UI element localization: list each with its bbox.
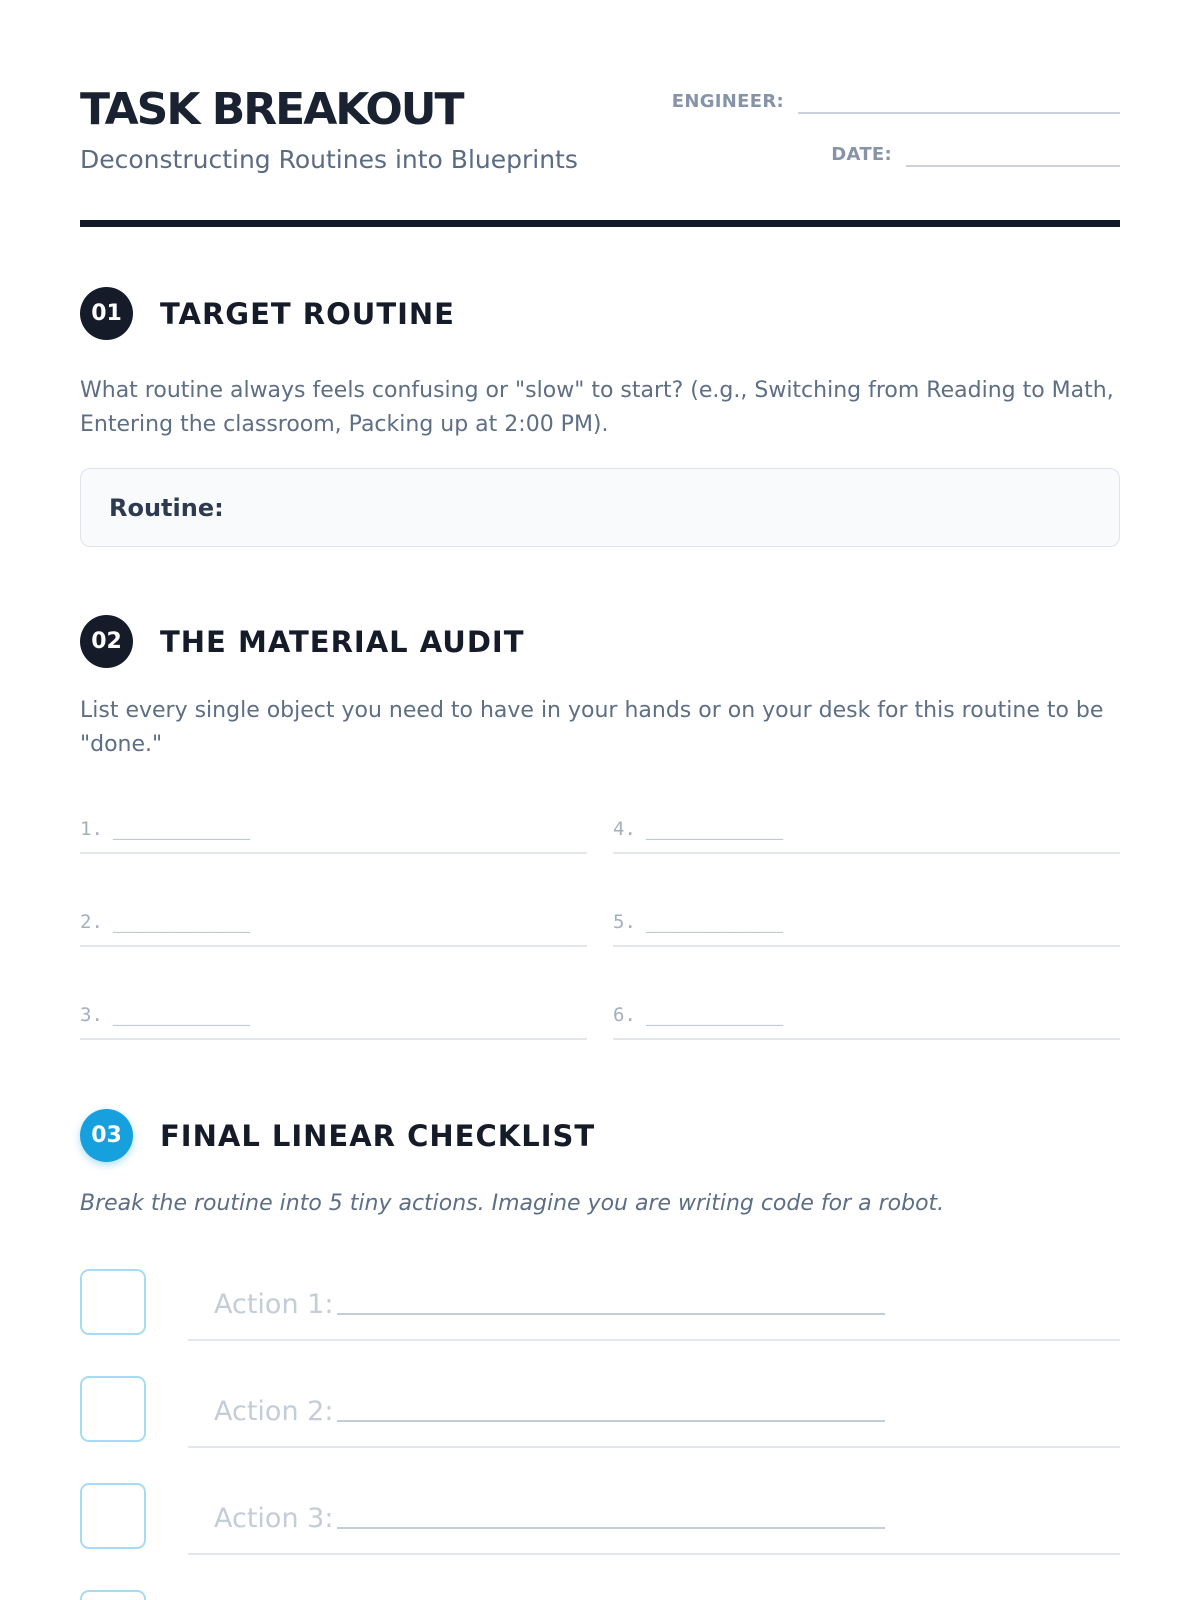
material-item-number: 2. (80, 911, 103, 933)
checkbox[interactable] (80, 1269, 146, 1335)
engineer-field[interactable] (798, 86, 1120, 114)
checklist-row (80, 1590, 1120, 1600)
section-description: What routine always feels confusing or "slow" to start? (e.g., Switching from Reading to Math, Entering the classroom, Packing up at 2:00 PM). (80, 378, 1114, 437)
material-item-blank: ____________ (112, 818, 251, 840)
action-label: Action 1: (214, 1288, 334, 1320)
checkbox[interactable] (80, 1483, 146, 1549)
section-title: FINAL LINEAR CHECKLIST (160, 1118, 596, 1153)
page-title: TASK BREAKOUT (80, 84, 463, 135)
material-item-number: 5. (613, 911, 636, 933)
checklist-row (80, 1269, 1120, 1377)
material-item-blank: ____________ (112, 1004, 251, 1026)
action-blank-line (337, 1400, 885, 1422)
material-item-blank: ____________ (645, 911, 784, 933)
action-label: Action 2: (214, 1395, 334, 1427)
date-label: DATE: (831, 144, 892, 165)
material-item[interactable] (80, 992, 587, 1040)
material-item-number: 1. (80, 818, 103, 840)
action-blank-line (337, 1507, 885, 1529)
material-item[interactable] (613, 992, 1120, 1040)
material-item[interactable] (80, 899, 587, 947)
material-item[interactable] (613, 899, 1120, 947)
action-blank-line (337, 1293, 885, 1315)
material-item-blank: ____________ (645, 1004, 784, 1026)
header-divider (80, 220, 1120, 227)
section-title: THE MATERIAL AUDIT (160, 624, 525, 659)
action-field[interactable] (188, 1269, 1120, 1341)
section-02-header (80, 615, 525, 668)
page-subtitle: Deconstructing Routines into Blueprints (80, 145, 578, 174)
routine-field[interactable] (80, 468, 1120, 547)
routine-label: Routine: (109, 493, 224, 522)
section-number-badge: 01 (80, 287, 133, 340)
section-description: Break the routine into 5 tiny actions. Imagine you are writing code for a robot. (80, 1191, 945, 1216)
worksheet-page (80, 0, 1120, 1600)
section-03-header (80, 1109, 595, 1162)
action-field[interactable] (188, 1376, 1120, 1448)
section-number-badge: 03 (80, 1109, 133, 1162)
material-item-number: 3. (80, 1004, 103, 1026)
material-item[interactable] (80, 806, 587, 854)
material-item-blank: ____________ (645, 818, 784, 840)
checklist-row (80, 1483, 1120, 1591)
material-item-blank: ____________ (112, 911, 251, 933)
material-item-number: 4. (613, 818, 636, 840)
action-label: Action 3: (214, 1502, 334, 1534)
date-field[interactable] (906, 139, 1120, 167)
action-field[interactable] (188, 1483, 1120, 1555)
section-01-header (80, 287, 455, 340)
checkbox[interactable] (80, 1376, 146, 1442)
material-item-number: 6. (613, 1004, 636, 1026)
date-row (831, 139, 1120, 167)
engineer-row (672, 86, 1120, 114)
checkbox[interactable] (80, 1590, 146, 1600)
section-title: TARGET ROUTINE (160, 296, 455, 331)
checklist-row (80, 1376, 1120, 1484)
section-number-badge: 02 (80, 615, 133, 668)
material-item[interactable] (613, 806, 1120, 854)
section-description: List every single object you need to have in your hands or on your desk for this routine to be "done." (80, 698, 1104, 757)
engineer-label: ENGINEER: (671, 91, 784, 112)
